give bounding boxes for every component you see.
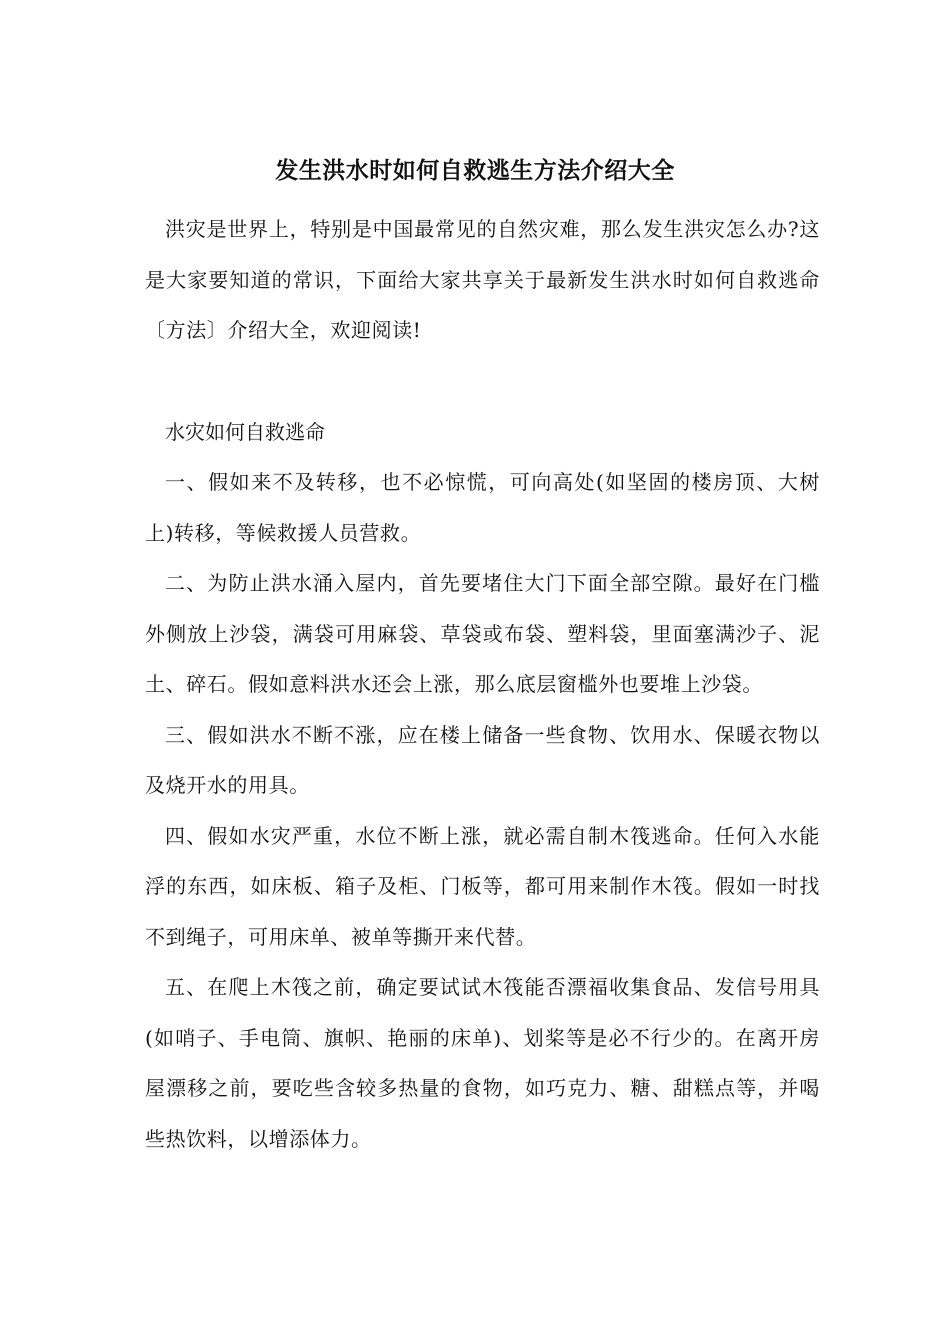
- paragraph-gap: [145, 356, 820, 407]
- list-item: 一、假如来不及转移，也不必惊慌，可向高处(如坚固的楼房顶、大树上)转移，等候救援人员营救。: [145, 470, 820, 545]
- document-body: [145, 204, 820, 1164]
- list-item: 四、假如水灾严重，水位不断上涨，就必需自制木筏逃命。任何入水能浮的东西，如床板、箱子及柜、门板等，都可用来制作木筏。假如一时找不到绳子，可用床单、被单等撕开来代替。: [145, 823, 820, 949]
- document-title: 发生洪水时如何自救逃生方法介绍大全: [275, 157, 675, 184]
- list-item: 二、为防止洪水涌入屋内，首先要堵住大门下面全部空隙。最好在门槛外侧放上沙袋，满袋可用麻袋、草袋或布袋、塑料袋，里面塞满沙子、泥土、碎石。假如意料洪水还会上涨，那么底层窗槛外也要堆上沙袋。: [145, 571, 820, 696]
- intro-paragraph: 洪灾是世界上，特别是中国最常见的自然灾难，那么发生洪灾怎么办?这是大家要知道的常识，下面给大家共享关于最新发生洪水时如何自救逃命〔方法〕介绍大全，欢迎阅读!: [145, 217, 820, 342]
- section-heading: 水灾如何自救逃命: [165, 419, 325, 444]
- list-item: 三、假如洪水不断不涨，应在楼上储备一些食物、饮用水、保暖衣物以及烧开水的用具。: [145, 722, 820, 797]
- list-item: 五、在爬上木筏之前，确定要试试木筏能否漂福收集食品、发信号用具(如哨子、手电筒、旗帜、艳丽的床单)、划桨等是必不行少的。在离开房屋漂移之前，要吃些含较多热量的食物，如巧克力、糖、甜糕点等，并喝些热饮料，以增添体力。: [145, 975, 820, 1151]
